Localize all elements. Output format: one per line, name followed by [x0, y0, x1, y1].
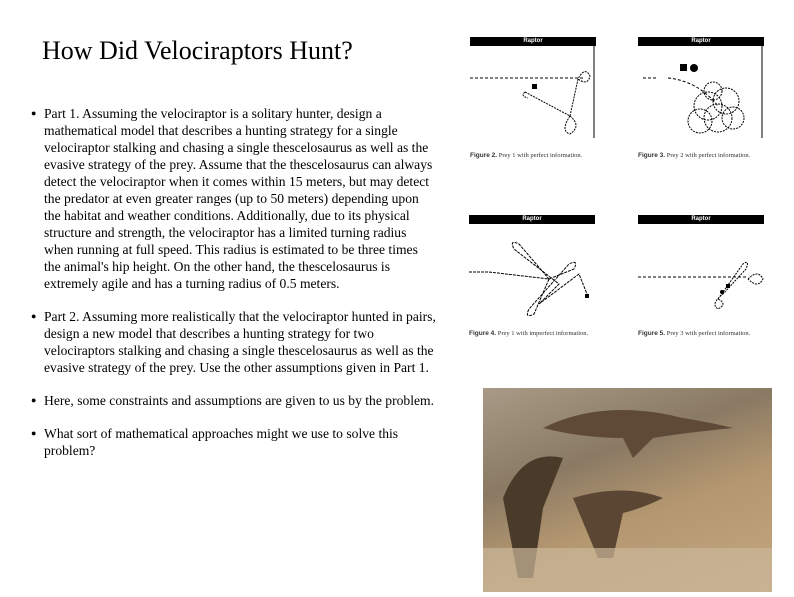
bullet-text: Here, some constraints and assumptions are given to us by the problem. — [44, 393, 434, 408]
velociraptor-image — [483, 388, 772, 592]
trajectory-plot — [469, 224, 595, 316]
figure-2 — [470, 37, 596, 160]
figure-caption: Figure 2. Prey 1 with perfect information. — [470, 152, 583, 159]
bullet-item — [31, 425, 436, 459]
bullet-text: Part 2. Assuming more realistically that the velociraptor hunted in pairs, design a new model that describes a hunting strategy for two velociraptors stalking and chasing a single thescelosaurus as well as the evasive strategy of the prey. Use the other assumptions given in Part 1. — [44, 309, 436, 375]
figure-caption: Figure 5. Prey 3 with perfect information. — [638, 330, 751, 337]
bullet-text: What sort of mathematical approaches might we use to solve this problem? — [44, 426, 399, 458]
bullet-list — [31, 105, 436, 475]
bullet-text: Part 1. Assuming the velociraptor is a solitary hunter, design a mathematical model that describes a hunting strategy for a single velociraptor stalking and chasing a single thescelosaurus as well as the evasive strategy of the prey. Assume that the thescelosaurus can always detect the velociraptor when it comes within 15 meters, but may detect the predator at even greater ranges (up to 50 meters) depending upon the habitat and weather conditions. Additionally, due to its physical structure and strength, the velociraptor has a limited turning radius when running at full speed. This radius is estimated to be three times the animal's hip height. On the other hand, the thescelosaurus is extremely agile and has a turning radius of 0.5 meters. — [44, 106, 433, 291]
figure-header: Raptor — [470, 37, 596, 46]
bullet-icon: ● — [31, 311, 37, 321]
figure-caption: Figure 3. Prey 2 with perfect information. — [638, 152, 751, 159]
figure-3 — [638, 37, 764, 160]
figure-header: Raptor — [638, 37, 764, 46]
figure-5 — [638, 215, 764, 338]
bullet-icon: ● — [31, 395, 37, 405]
bullet-icon: ● — [31, 108, 37, 118]
bullet-item — [31, 308, 436, 376]
figure-caption: Figure 4. Prey 1 with imperfect information. — [469, 330, 589, 337]
trajectory-plot — [470, 46, 596, 138]
slide-title: How Did Velociraptors Hunt? — [42, 36, 353, 65]
trajectory-plot — [638, 46, 764, 138]
bullet-item — [31, 392, 436, 409]
velociraptor-illustration — [483, 388, 772, 592]
bullet-item — [31, 105, 436, 292]
bullet-icon: ● — [31, 428, 37, 438]
figure-header: Raptor — [638, 215, 764, 224]
figure-header: Raptor — [469, 215, 595, 224]
figure-4 — [469, 215, 595, 338]
trajectory-plot — [638, 224, 764, 316]
